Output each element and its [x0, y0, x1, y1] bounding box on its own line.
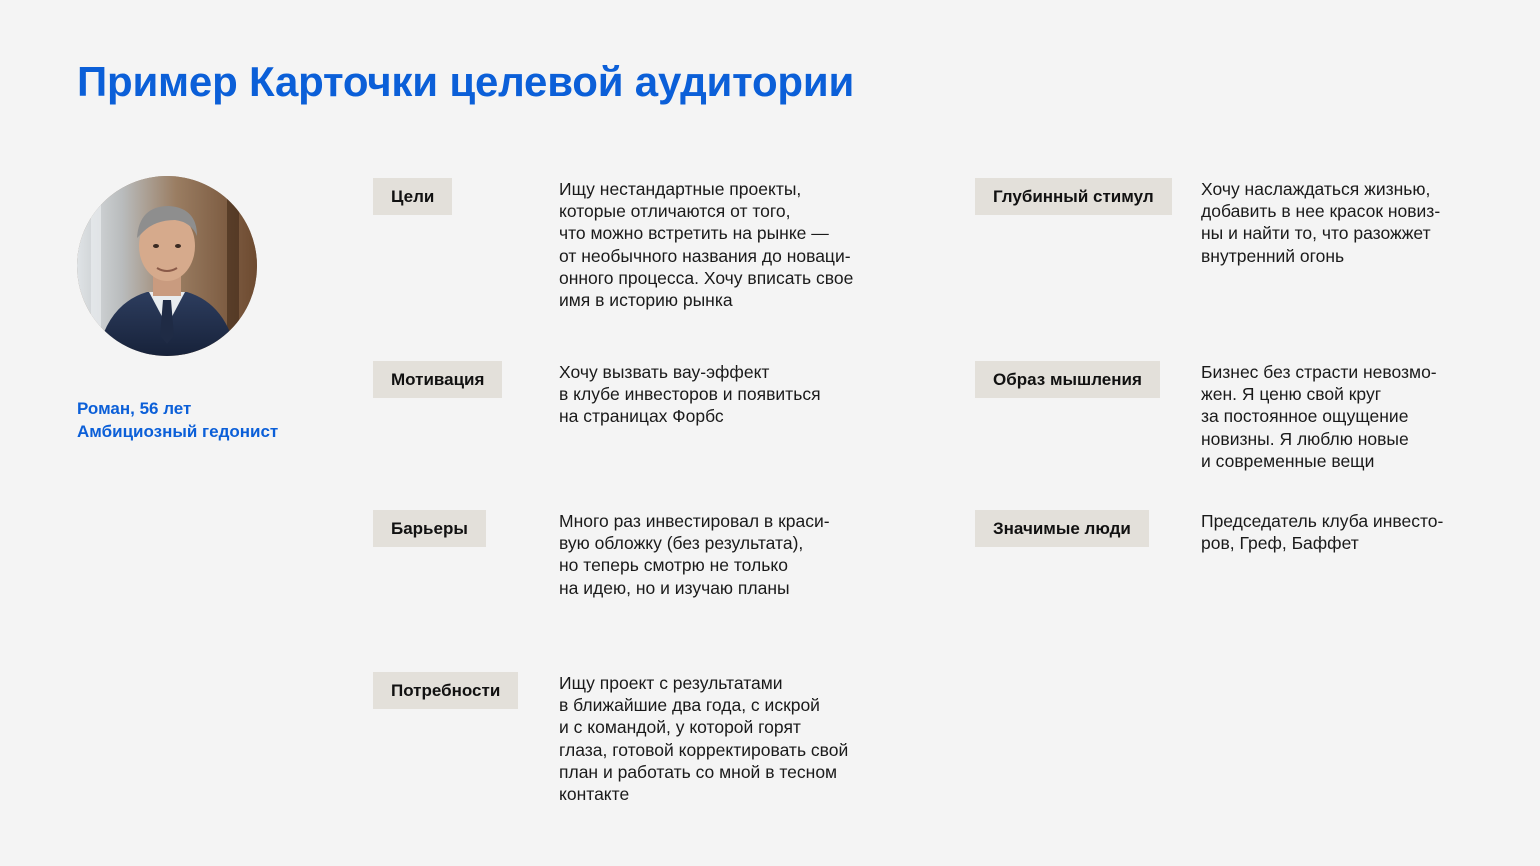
goals-text: Ищу нестандартные проекты, которые отличаются от того, что можно встретить на рынке — от необычного названия до новаци- онного процесса. Хочу вписать свое имя в историю рынка [559, 179, 854, 311]
needs-text: Ищу проект с результатами в ближайшие два года, с искрой и с командой, у которой горят глаза, готовой корректировать свой план и работать со мной в тесном контакте [559, 673, 849, 805]
tag-significant-people: Значимые люди [975, 510, 1149, 547]
tag-needs: Потребности [373, 672, 518, 709]
motivation-text: Хочу вызвать вау-эффект в клубе инвесторов и появиться на страницах Форбс [559, 362, 821, 427]
deep-stimulus-text: Хочу наслаждаться жизнью, добавить в нее красок новиз- ны и найти то, что разожжет внутренний огонь [1201, 179, 1441, 266]
portrait-photo-icon [77, 176, 257, 356]
persona-name: Роман, 56 лет [77, 399, 192, 418]
persona-caption [77, 397, 278, 443]
tag-mindset: Образ мышления [975, 361, 1160, 398]
persona-type: Амбициозный гедонист [77, 422, 279, 441]
significant-people-text: Председатель клуба инвесто- ров, Греф, Баффет [1201, 511, 1444, 554]
tag-barriers: Барьеры [373, 510, 486, 547]
tag-goals: Цели [373, 178, 452, 215]
tag-deep-stimulus: Глубинный стимул [975, 178, 1172, 215]
page-title: Пример Карточки целевой аудитории [77, 58, 855, 105]
barriers-text: Много раз инвестировал в краси- вую обложку (без результата), но теперь смотрю не только на идею, но и изучаю планы [559, 511, 830, 598]
tag-motivation: Мотивация [373, 361, 502, 398]
persona-avatar [77, 176, 257, 356]
mindset-text: Бизнес без страсти невозмо- жен. Я ценю свой круг за постоянное ощущение новизны. Я люблю новые и современные вещи [1201, 362, 1437, 471]
